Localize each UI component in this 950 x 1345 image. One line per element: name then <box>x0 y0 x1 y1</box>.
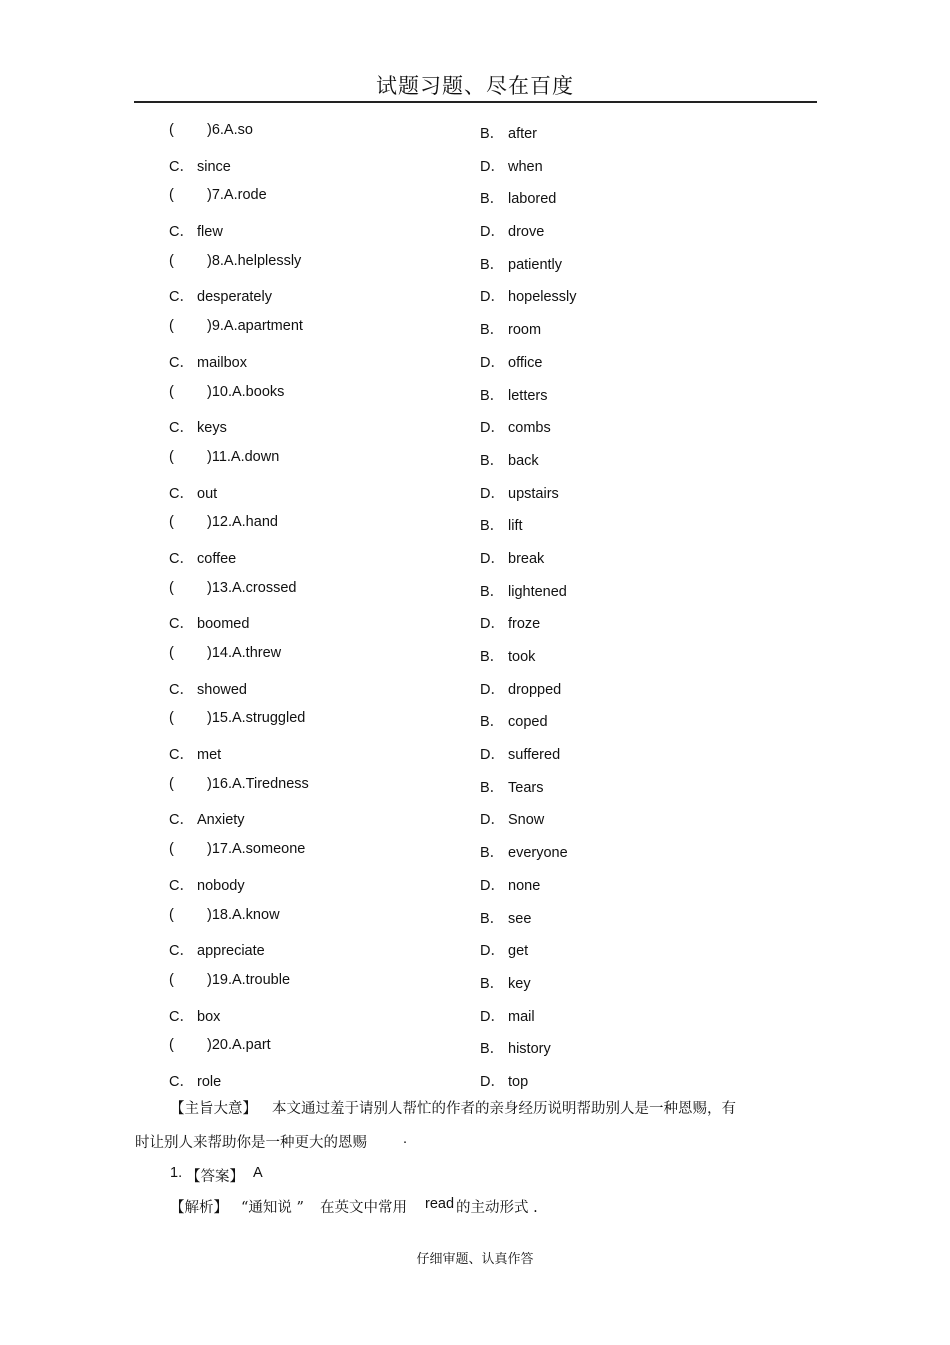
answer-blank: ( <box>169 252 174 269</box>
question-row-options <box>0 476 950 509</box>
option-b-text: took <box>508 649 536 665</box>
option-b-text: lift <box>508 518 523 535</box>
option-letter: D． <box>480 158 505 175</box>
question-number-option-a: )14.A.threw <box>207 645 282 661</box>
option-b <box>480 1037 551 1058</box>
option-letter: C． <box>169 1008 194 1025</box>
option-c <box>169 482 217 503</box>
option-b <box>480 449 539 470</box>
question-row-options <box>0 1064 950 1097</box>
option-letter: B． <box>480 779 505 796</box>
option-d <box>480 1070 528 1091</box>
option-c <box>169 220 223 241</box>
option-d-text: none <box>508 877 541 894</box>
summary-line-1: 本文通过羞于请别人帮忙的作者的亲身经历说明帮助别人是一种恩赐，有 <box>272 1101 736 1117</box>
option-c <box>169 416 227 437</box>
question-row-options <box>0 802 950 835</box>
option-c-text: box <box>197 1008 221 1025</box>
option-letter: D． <box>480 289 505 306</box>
option-d-text: Snow <box>508 812 545 829</box>
question-row <box>0 443 950 476</box>
option-c <box>169 612 249 633</box>
question-stem <box>169 841 305 857</box>
question-row-options <box>0 672 950 705</box>
option-letter: C． <box>169 485 194 502</box>
option-letter: C． <box>169 616 194 633</box>
question-row <box>0 966 950 999</box>
answer-blank: ( <box>169 971 174 988</box>
question-number-option-a: )6.A.so <box>207 122 253 138</box>
question-number-option-a: )18.A.know <box>207 906 280 923</box>
question-stem <box>169 580 296 596</box>
question-number-option-a: )12.A.hand <box>207 514 278 531</box>
question-row <box>0 116 950 149</box>
option-d-text: break <box>508 550 545 567</box>
option-letter: C． <box>169 747 194 764</box>
question-row <box>0 312 950 345</box>
question-row <box>0 508 950 541</box>
option-letter: D． <box>480 812 505 829</box>
option-b-text: see <box>508 910 532 927</box>
question-row <box>0 770 950 803</box>
option-letter: C． <box>169 354 194 371</box>
option-letter: B． <box>480 714 505 731</box>
option-d <box>480 939 528 960</box>
option-b-text: coped <box>508 714 548 731</box>
option-letter: B． <box>480 845 505 862</box>
option-letter: D． <box>480 1073 505 1090</box>
option-c <box>169 285 272 306</box>
answer-blank: ( <box>169 187 174 204</box>
question-stem <box>169 253 301 269</box>
option-c <box>169 155 231 176</box>
option-letter: D． <box>480 616 505 633</box>
option-b <box>480 514 523 535</box>
question-row <box>0 181 950 214</box>
option-d-text: drove <box>508 224 545 241</box>
option-c <box>169 351 247 372</box>
option-d-text: upstairs <box>508 485 559 502</box>
question-number-option-a: )7.A.rode <box>207 187 267 204</box>
option-d <box>480 351 542 372</box>
question-row <box>0 378 950 411</box>
question-row <box>0 574 950 607</box>
option-c-text: met <box>197 747 222 764</box>
option-b-text: everyone <box>508 845 568 862</box>
analysis-end: 的主动形式 . <box>456 1200 538 1216</box>
option-letter: B． <box>480 126 505 142</box>
summary-line-2-end: . <box>403 1131 408 1147</box>
option-d <box>480 416 551 437</box>
option-d-text: froze <box>508 616 541 633</box>
option-d <box>480 220 544 241</box>
analysis-label: 【解析】 <box>170 1200 228 1216</box>
question-number-option-a: )10.A.books <box>207 383 285 400</box>
option-d <box>480 285 577 306</box>
question-row <box>0 901 950 934</box>
summary-line-2: 时让别人来帮助你是一种更大的恩赐 <box>135 1135 367 1151</box>
option-b-text: back <box>508 452 539 469</box>
option-b <box>480 645 535 666</box>
option-c-text: desperately <box>197 289 272 306</box>
option-c <box>169 1070 221 1091</box>
option-b-text: after <box>508 126 538 142</box>
option-letter: D． <box>480 224 505 241</box>
option-c-text: coffee <box>197 550 237 567</box>
option-d <box>480 547 544 568</box>
option-b-text: patiently <box>508 256 563 273</box>
option-letter: C． <box>169 812 194 829</box>
option-b <box>480 253 562 274</box>
question-number-option-a: )8.A.helplessly <box>207 252 302 269</box>
option-b <box>480 841 568 862</box>
page-footer: 仔细审题、认真作答 <box>416 1252 534 1267</box>
question-stem <box>169 776 309 792</box>
question-row-options <box>0 279 950 312</box>
question-stem <box>169 972 290 988</box>
option-d-text: top <box>508 1073 529 1090</box>
option-letter: B． <box>480 191 505 208</box>
question-stem <box>169 645 281 661</box>
option-d <box>480 482 559 503</box>
option-d <box>480 874 540 895</box>
option-c <box>169 874 245 895</box>
option-letter: B． <box>480 583 505 600</box>
option-c-text: appreciate <box>197 943 265 960</box>
question-row-options <box>0 541 950 574</box>
question-number-option-a: )13.A.crossed <box>207 579 297 596</box>
option-c-text: keys <box>197 420 227 437</box>
option-letter: C． <box>169 420 194 437</box>
question-number-option-a: )16.A.Tiredness <box>207 775 309 792</box>
option-letter: D． <box>480 1008 505 1025</box>
option-d-text: mail <box>508 1008 535 1025</box>
answer-blank: ( <box>169 122 174 138</box>
option-b <box>480 907 531 928</box>
option-d <box>480 743 560 764</box>
option-letter: B． <box>480 322 505 339</box>
summary-label: 【主旨大意】 <box>170 1101 257 1117</box>
question-row-options <box>0 149 950 182</box>
option-b <box>480 318 541 339</box>
answer-blank: ( <box>169 318 174 335</box>
option-letter: C． <box>169 877 194 894</box>
question-row-options <box>0 737 950 770</box>
option-d <box>480 612 540 633</box>
analysis-middle: 在英文中常用 <box>320 1200 407 1216</box>
option-d-text: suffered <box>508 747 561 764</box>
question-number-option-a: )19.A.trouble <box>207 971 291 988</box>
option-letter: B． <box>480 387 505 404</box>
answer-blank: ( <box>169 514 174 531</box>
answer-blank: ( <box>169 841 174 858</box>
option-letter: B． <box>480 910 505 927</box>
option-d-text: when <box>508 158 543 175</box>
option-b-text: lightened <box>508 583 567 600</box>
question-stem <box>169 384 284 400</box>
question-number-option-a: )15.A.struggled <box>207 710 306 727</box>
option-b-text: letters <box>508 387 548 404</box>
option-b <box>480 776 543 797</box>
answer-blank: ( <box>169 645 174 661</box>
option-letter: D． <box>480 354 505 371</box>
option-letter: D． <box>480 877 505 894</box>
page-header-title: 试题习题、尽在百度 <box>376 74 574 98</box>
option-letter: D． <box>480 485 505 502</box>
question-number-option-a: )9.A.apartment <box>207 318 303 335</box>
question-number-option-a: )11.A.down <box>207 448 280 465</box>
option-b-text: labored <box>508 191 557 208</box>
option-letter: B． <box>480 518 505 535</box>
question-row-options <box>0 345 950 378</box>
option-c <box>169 547 236 568</box>
question-stem <box>169 187 267 203</box>
option-letter: B． <box>480 1041 505 1058</box>
analysis-word: read <box>425 1196 455 1212</box>
option-b-text: key <box>508 975 531 992</box>
option-letter: D． <box>480 550 505 567</box>
answer-blank: ( <box>169 775 174 792</box>
question-stem <box>169 514 278 530</box>
option-d-text: get <box>508 943 529 960</box>
analysis-quote: “通知说 ” <box>241 1200 304 1216</box>
option-b <box>480 384 548 405</box>
answer-label: 【答案】 <box>186 1169 244 1185</box>
question-row-options <box>0 410 950 443</box>
question-stem <box>169 1037 271 1053</box>
question-row-options <box>0 868 950 901</box>
option-b-text: history <box>508 1041 551 1058</box>
option-c-text: showed <box>197 681 247 698</box>
question-stem <box>169 449 279 465</box>
question-number-option-a: )17.A.someone <box>207 841 306 858</box>
option-b <box>480 187 556 208</box>
option-letter: C． <box>169 681 194 698</box>
option-letter: C． <box>169 158 194 175</box>
option-d <box>480 155 543 176</box>
option-letter: B． <box>480 649 505 665</box>
answer-blank: ( <box>169 383 174 400</box>
option-c-text: flew <box>197 224 223 241</box>
option-c <box>169 1005 220 1026</box>
answer-value: A <box>253 1165 263 1181</box>
option-letter: D． <box>480 747 505 764</box>
option-b-text: room <box>508 322 542 339</box>
question-stem <box>169 122 253 138</box>
question-list <box>0 116 950 1097</box>
option-d-text: office <box>508 354 543 371</box>
option-c-text: out <box>197 485 218 502</box>
option-c-text: nobody <box>197 877 245 894</box>
option-letter: D． <box>480 943 505 960</box>
option-b <box>480 122 537 143</box>
option-b <box>480 972 531 993</box>
answer-blank: ( <box>169 1037 174 1054</box>
option-c-text: role <box>197 1073 222 1090</box>
option-letter: B． <box>480 256 505 273</box>
answer-blank: ( <box>169 906 174 923</box>
question-row <box>0 835 950 868</box>
option-letter: B． <box>480 452 505 469</box>
option-d <box>480 808 544 829</box>
header-rule <box>134 101 817 103</box>
option-c <box>169 808 245 829</box>
answer-blank: ( <box>169 579 174 596</box>
option-b-text: Tears <box>508 779 544 796</box>
option-d <box>480 678 561 699</box>
question-row-options <box>0 933 950 966</box>
option-d-text: dropped <box>508 681 562 698</box>
option-c-text: boomed <box>197 616 250 633</box>
option-c-text: since <box>197 158 231 175</box>
option-letter: B． <box>480 975 505 992</box>
question-row-options <box>0 606 950 639</box>
option-letter: C． <box>169 550 194 567</box>
option-b <box>480 710 548 731</box>
option-letter: D． <box>480 681 505 698</box>
answer-blank: ( <box>169 710 174 727</box>
question-row <box>0 639 950 672</box>
option-c-text: mailbox <box>197 354 247 371</box>
question-row-options <box>0 214 950 247</box>
question-number-option-a: )20.A.part <box>207 1037 271 1054</box>
question-row <box>0 1031 950 1064</box>
question-row <box>0 247 950 280</box>
option-c <box>169 939 265 960</box>
answer-blank: ( <box>169 448 174 465</box>
option-letter: D． <box>480 420 505 437</box>
question-row-options <box>0 999 950 1032</box>
option-d-text: combs <box>508 420 551 437</box>
option-letter: C． <box>169 289 194 306</box>
question-stem <box>169 710 305 726</box>
option-letter: C． <box>169 943 194 960</box>
question-row <box>0 704 950 737</box>
option-b <box>480 580 567 601</box>
question-stem <box>169 907 280 923</box>
answer-number: 1. <box>170 1165 183 1181</box>
option-letter: C． <box>169 1073 194 1090</box>
option-c <box>169 743 221 764</box>
question-stem <box>169 318 303 334</box>
option-d-text: hopelessly <box>508 289 577 306</box>
option-c <box>169 678 247 699</box>
option-d <box>480 1005 535 1026</box>
option-letter: C． <box>169 224 194 241</box>
option-c-text: Anxiety <box>197 812 245 829</box>
